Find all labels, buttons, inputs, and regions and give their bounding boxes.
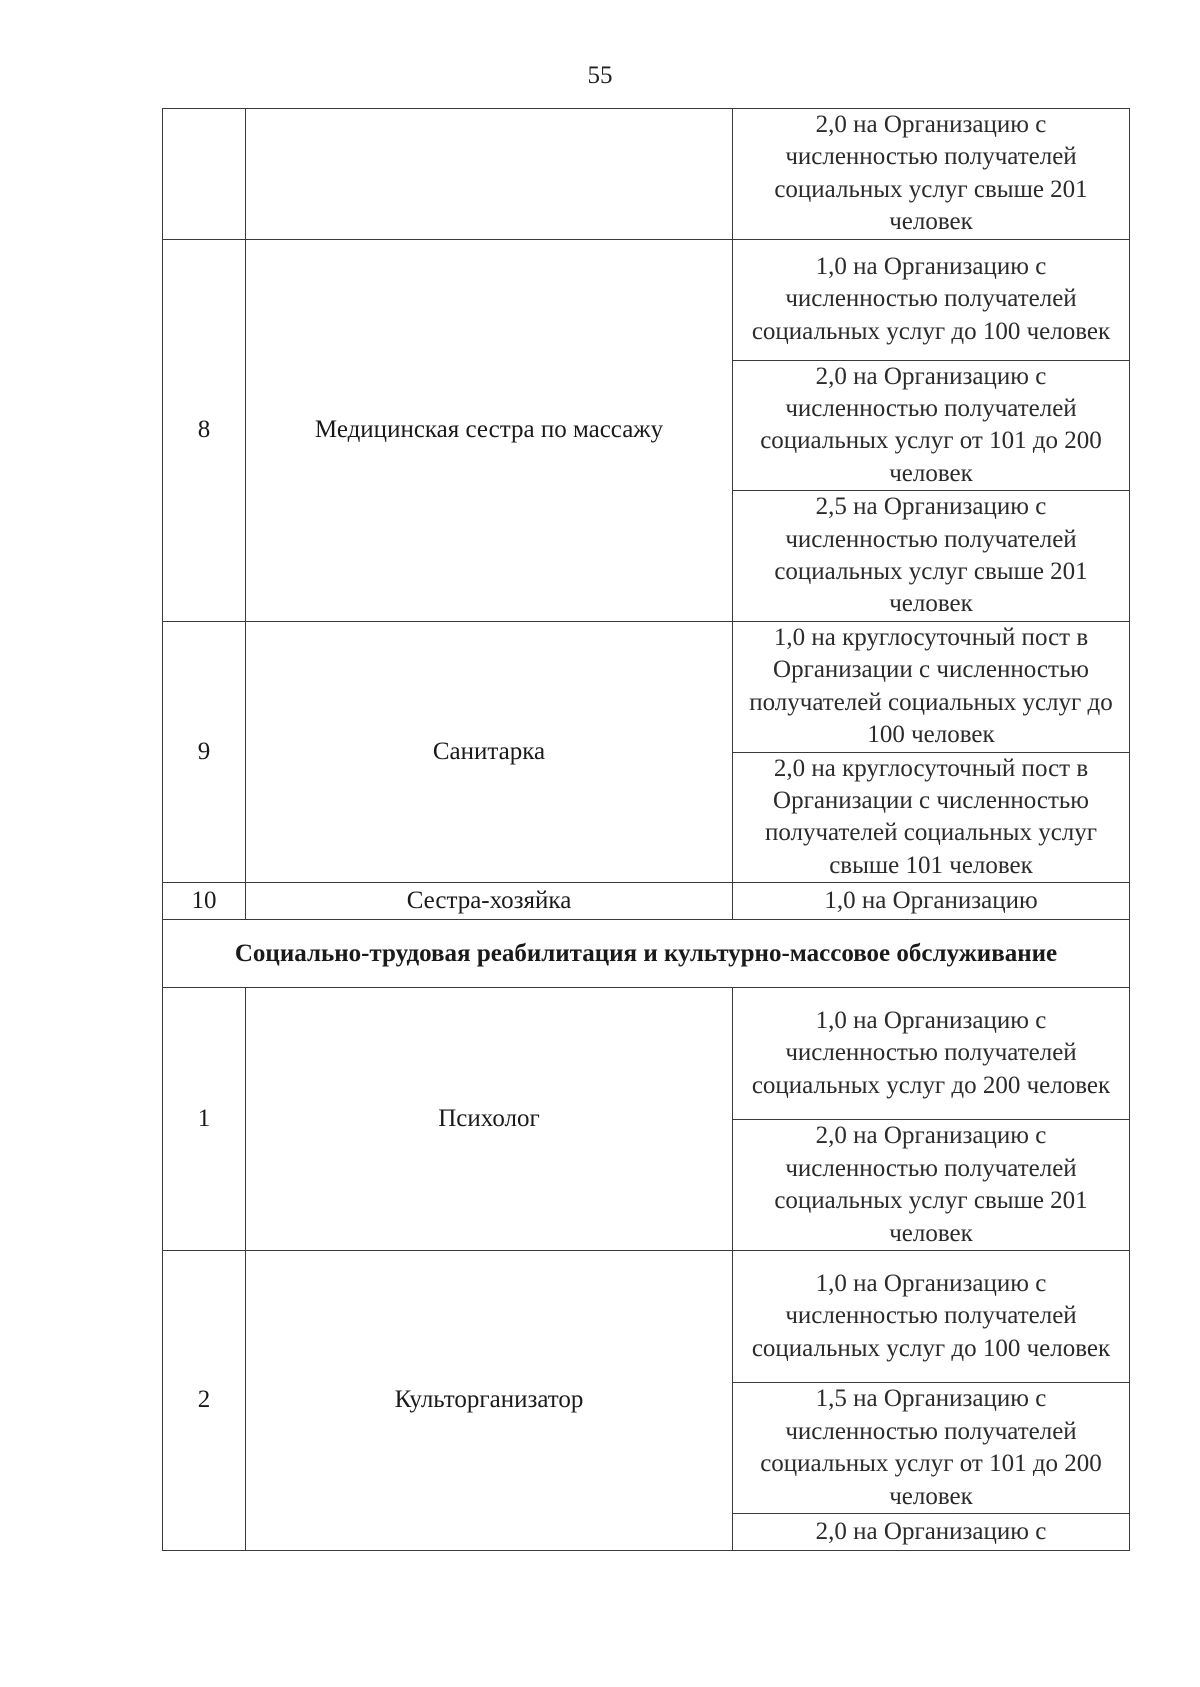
table-row xyxy=(163,988,1130,1120)
table-row xyxy=(163,239,1130,360)
row-number-cell: 1 xyxy=(163,988,246,1251)
section-row xyxy=(163,920,1130,988)
page-number: 55 xyxy=(587,62,613,89)
section-title: Социально-трудовая реабилитация и культурно-массовое обслуживание xyxy=(163,920,1130,988)
norm-cell: 2,0 на круглосуточный пост в Организации с численностью получателей социальных услуг свыше 101 человек xyxy=(733,752,1130,883)
norm-cell: 1,0 на Организацию с численностью получателей социальных услуг до 100 человек xyxy=(733,1251,1130,1383)
norm-cell: 1,0 на Организацию xyxy=(733,883,1130,920)
position-cell xyxy=(246,109,733,240)
norm-cell: 2,0 на Организацию с численностью получателей социальных услуг свыше 201 человек xyxy=(733,109,1130,240)
norm-cell: 1,0 на Организацию с численностью получателей социальных услуг до 200 человек xyxy=(733,988,1130,1120)
norm-cell: 2,0 на Организацию с численностью получателей социальных услуг от 101 до 200 человек xyxy=(733,360,1130,491)
row-number-cell: 10 xyxy=(163,883,246,920)
row-number-cell: 8 xyxy=(163,239,246,621)
norm-cell: 1,0 на Организацию с численностью получателей социальных услуг до 100 человек xyxy=(733,239,1130,360)
norm-cell: 2,5 на Организацию с численностью получателей социальных услуг свыше 201 человек xyxy=(733,491,1130,622)
position-cell: Психолог xyxy=(246,988,733,1251)
row-number-cell: 2 xyxy=(163,1251,246,1551)
table-row xyxy=(163,883,1130,920)
row-number-cell: 9 xyxy=(163,621,246,882)
norm-cell: 1,5 на Организацию с численностью получателей социальных услуг от 101 до 200 человек xyxy=(733,1383,1130,1514)
table-row xyxy=(163,1251,1130,1383)
row-number-cell xyxy=(163,109,246,240)
table-row xyxy=(163,621,1130,752)
position-cell: Культорганизатор xyxy=(246,1251,733,1551)
table-row xyxy=(163,109,1130,240)
position-cell: Медицинская сестра по массажу xyxy=(246,239,733,621)
staffing-norms-table xyxy=(162,108,1130,1551)
position-cell: Сестра-хозяйка xyxy=(246,883,733,920)
norm-cell: 2,0 на Организацию с численностью получателей социальных услуг свыше 201 человек xyxy=(733,1120,1130,1251)
position-cell: Санитарка xyxy=(246,621,733,882)
norm-cell: 1,0 на круглосуточный пост в Организации с численностью получателей социальных услуг до 100 человек xyxy=(733,621,1130,752)
norm-cell: 2,0 на Организацию с xyxy=(733,1514,1130,1551)
